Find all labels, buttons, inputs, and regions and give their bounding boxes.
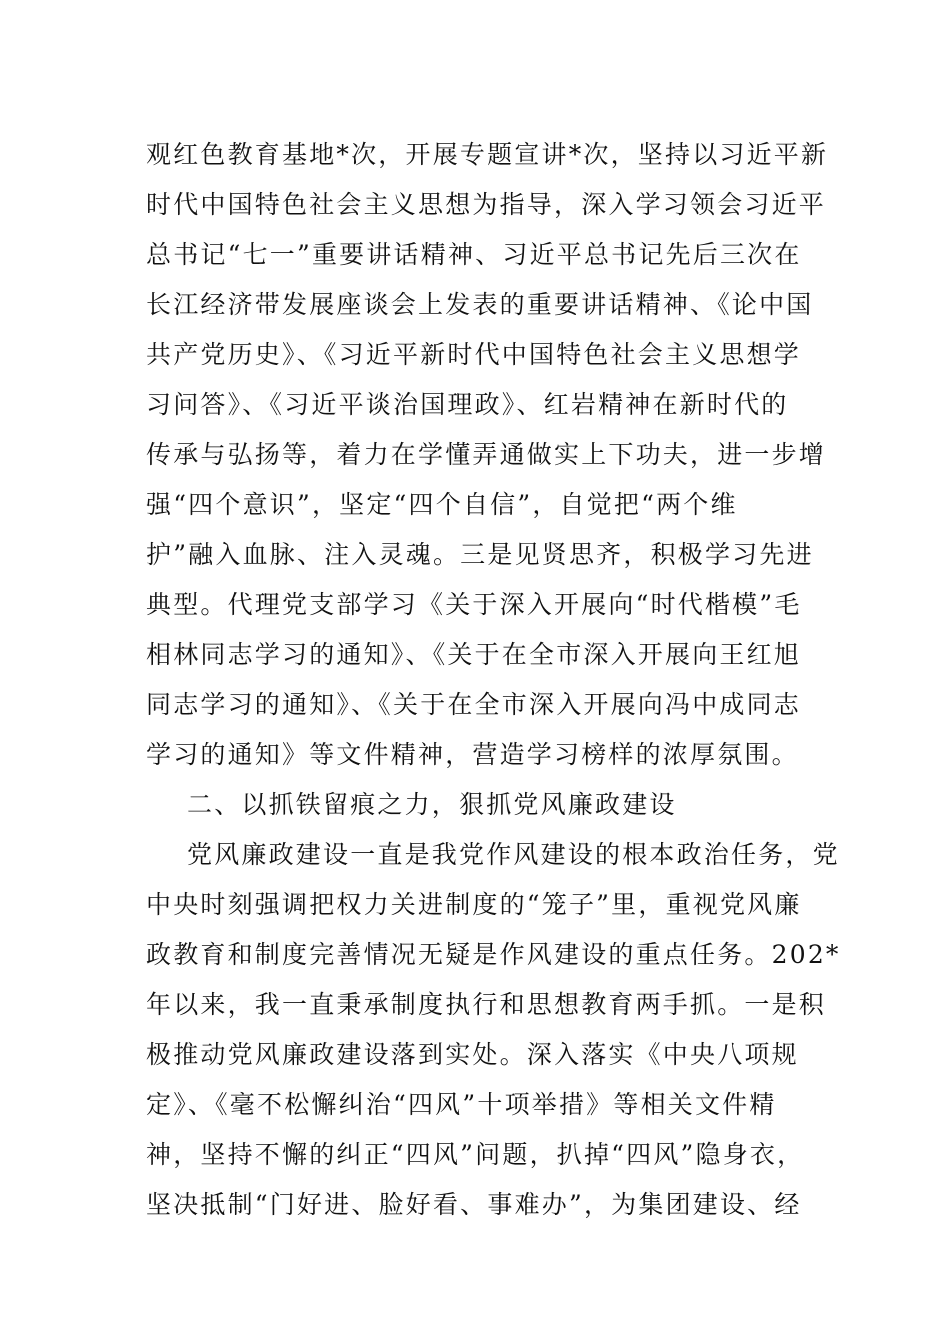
text-line: 中央时刻强调把权力关进制度的“笼子”里，重视党风廉 (146, 890, 802, 919)
text-line: 学习的通知》等文件精神，营造学习榜样的浓厚氛围。 (146, 740, 799, 769)
text-line: 相林同志学习的通知》、《关于在全市深入开展向王红旭 (146, 640, 802, 669)
text-line: 共产党历史》、《习近平新时代中国特色社会主义思想学 (146, 340, 802, 369)
text-line: 同志学习的通知》、《关于在全市深入开展向冯中成同志 (146, 690, 802, 719)
body-text (146, 130, 841, 1230)
text-line: 极推动党风廉政建设落到实处。深入落实《中央八项规 (146, 1040, 799, 1069)
text-line: 神，坚持不懈的纠正“四风”问题，扒掉“四风”隐身衣， (146, 1140, 805, 1169)
text-line: 护”融入血脉、注入灵魂。三是见贤思齐，积极学习先进 (146, 540, 814, 569)
text-line: 传承与弘扬等，着力在学懂弄通做实上下功夫，进一步增 (146, 440, 827, 469)
text-line: 总书记“七一”重要讲话精神、习近平总书记先后三次在 (146, 240, 802, 269)
text-line: 年以来，我一直秉承制度执行和思想教育两手抓。一是积 (146, 990, 827, 1019)
text-line: 坚决抵制“门好进、脸好看、事难办”，为集团建设、经 (146, 1190, 802, 1219)
text-line: 政教育和制度完善情况无疑是作风建设的重点任务。202* (146, 940, 841, 969)
text-line: 强“四个意识”，坚定“四个自信”，自觉把“两个维 (146, 490, 738, 519)
text-line: 观红色教育基地*次，开展专题宣讲*次，坚持以习近平新 (146, 140, 829, 169)
paragraph-first-line: 党风廉政建设一直是我党作风建设的根本政治任务，党 (187, 840, 840, 869)
section-heading: 二、以抓铁留痕之力，狠抓党风廉政建设 (187, 790, 677, 819)
text-line: 长江经济带发展座谈会上发表的重要讲话精神、《论中国 (146, 290, 814, 319)
text-line: 典型。代理党支部学习《关于深入开展向“时代楷模”毛 (146, 590, 802, 619)
text-line: 习问答》、《习近平谈治国理政》、红岩精神在新时代的 (146, 390, 789, 419)
text-line: 时代中国特色社会主义思想为指导，深入学习领会习近平 (146, 190, 827, 219)
text-line: 定》、《毫不松懈纠治“四风”十项举措》等相关文件精 (146, 1090, 777, 1119)
